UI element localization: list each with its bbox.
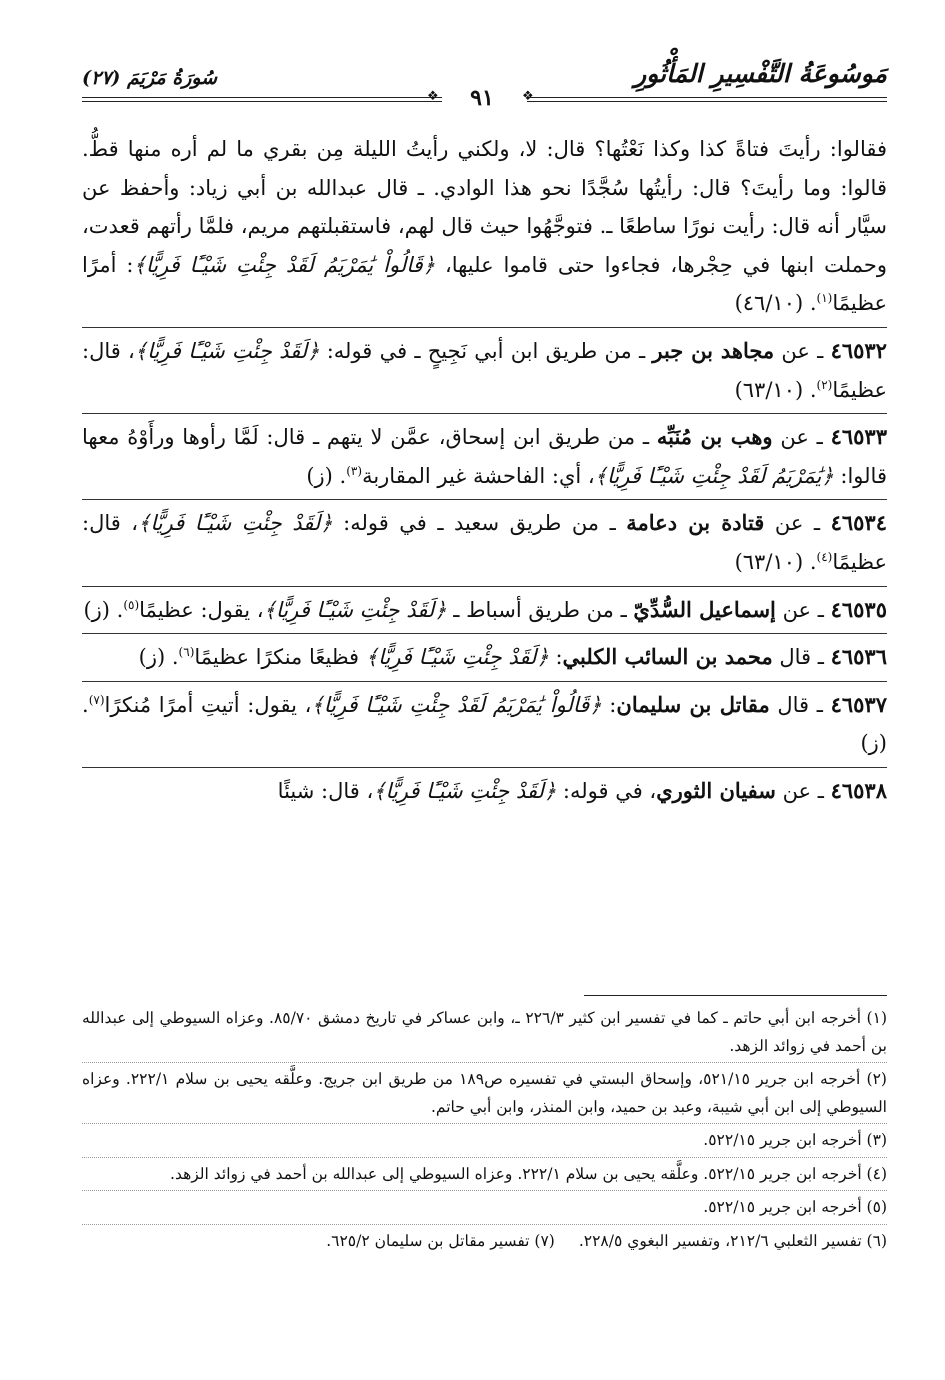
narration-entry [82,499,887,581]
paragraph-text: : أمرًا عظيمًا [82,252,887,316]
footnote-ref[interactable]: (٤) [816,549,833,564]
entry-text: : [548,645,563,670]
page-header [82,55,887,115]
narrator-name: قتادة بن دعامة [626,510,765,536]
opening-paragraph [82,130,887,323]
footnote [82,1228,887,1258]
source-ref: . (٤٦/١٠) [734,291,817,316]
entry-text: ، يقول: عظيمًا [139,597,264,622]
entry-number: ٤٦٥٣٤ [830,510,887,536]
footnote-text: (٦) تفسير الثعلبي ٢١٢/٦، وتفسير البغوي ٢٢٨/٥. [578,1231,887,1250]
entry-number: ٤٦٥٣٣ [830,424,887,450]
footnote-text: (٧) تفسير مقاتل بن سليمان ٦٢٥/٢. [326,1231,555,1250]
entry-text: ـ عن [774,338,831,363]
narration-entry [82,586,887,630]
entry-text: ـ من طريق ابن إسحاق، عمَّن لا يتهم ـ قال: لَمَّا رأوها ورأَوْهُ معها قالوا: [82,425,887,488]
ornament-icon: ❖ [522,89,534,104]
source-ref: . (ز) [138,645,179,670]
narration-entry [82,767,887,811]
ornament-icon: ❖ [427,89,439,104]
header-rule [82,101,442,102]
entry-text: ، قال: عظيمًا [82,511,887,574]
entry-number: ٤٦٥٣٥ [830,596,887,622]
footnote-ref[interactable]: (٣) [346,463,363,478]
page-number: ٩١ [470,85,494,111]
book-page [82,55,887,1345]
narrator-name: إسماعيل السُّدِّيّ [633,596,776,622]
entry-number: ٤٦٥٣٦ [830,644,887,670]
header-rule [527,97,887,98]
entry-text: ـ عن [772,425,831,450]
quran-verse: ﴿قَالُواْ يَٰمَرْيَمُ لَقَدْ جِئْتِ شَيْـًٔا فَرِيًّا﴾ [311,692,602,717]
footnote-ref[interactable]: (٧) [88,692,105,707]
entry-number: ٤٦٥٣٧ [830,691,887,717]
footnote-ref[interactable]: (٢) [816,377,833,392]
entry-text: ـ من طريق أسباط ـ [446,597,634,622]
narrator-name: مقاتل بن سليمان [616,691,770,717]
footnote-ref[interactable]: (١) [816,291,833,306]
footnote: (٣) أخرجه ابن جرير ٥٢٢/١٥. [82,1127,887,1158]
footnote-ref[interactable]: (٥) [123,597,140,612]
source-ref: . (ز) [306,463,347,488]
entry-text: ، يقول: أتيتِ أمرًا مُنكرًا [104,692,312,717]
source-ref: . (٦٣/١٠) [734,549,817,574]
entry-text: ، في قوله: [556,778,657,803]
quran-verse: ﴿يَٰمَرْيَمُ لَقَدْ جِئْتِ شَيْـًٔا فَرِيًّا﴾ [594,463,834,488]
footnotes [82,1005,887,1260]
footnote: (٥) أخرجه ابن جرير ٥٢٢/١٥. [82,1194,887,1225]
entry-text: ، أي: الفاحشة غير المقاربة [362,463,595,488]
entry-text: ـ قال [769,692,831,717]
footnote-separator [584,995,887,996]
entry-text: ـ قال [772,645,831,670]
paragraph-text: فقالوا: رأيتَ فتاةً كذا وكذا نَعْتُها؟ قال: لا، ولكني رأيتُ الليلة مِن بقري ما لم أره منها قطُّ. قالوا: وما رأيتَ؟ قال: رأيتُها سُجَّدًا نحو هذا الوادي. ـ قال عبدالله بن أبي زياد: وأحفظ عن سيَّار أنه قال: رأيت نورًا ساطعًا ـ. فتوجَّهُوا حيث قال لهم، فاستقبلتهم مريم، فلمَّا رأتهم قعدت، وحملت ابنها في حِجْرها، فجاءوا حتى قاموا عليها، [82,137,887,277]
entry-number: ٤٦٥٣٨ [830,777,887,803]
source-ref: . (ز) [82,692,887,756]
header-rule [82,97,442,98]
narration-entry [82,413,887,495]
source-ref: . (٦٣/١٠) [734,377,817,402]
narrator-name: سفيان الثوري [656,777,776,803]
narrator-name: وهب بن مُنَبِّه [656,424,773,450]
quran-verse: ﴿لَقَدْ جِئْتِ شَيْـًٔا فَرِيًّا﴾ [263,597,447,622]
quran-verse: ﴿لَقَدْ جِئْتِ شَيْـًٔا فَرِيًّا﴾ [373,778,557,803]
entry-text: ـ عن [775,778,831,803]
narration-entry [82,327,887,409]
entry-text: : [601,692,617,717]
narrator-name: مجاهد بن جبر [652,337,775,363]
narrator-name: محمد بن السائب الكلبي [562,644,773,670]
narration-entry [82,681,887,763]
footnote: (٤) أخرجه ابن جرير ٥٢٢/١٥. وعلَّقه يحيى بن سلام ٢٢٢/١. وعزاه السيوطي إلى عبدالله بن أحمد في زوائد الزهد. [82,1161,887,1192]
quran-verse: ﴿لَقَدْ جِئْتِ شَيْـًٔا فَرِيًّا﴾ [134,338,320,363]
entry-number: ٤٦٥٣٢ [830,337,887,363]
entry-text: ، قال: عظيمًا [82,338,887,402]
surah-label: سُورَةُ مَرْيَمَ (٢٧) [82,67,218,89]
entry-text: ـ من طريق سعيد ـ في قوله: [332,511,627,536]
entry-text: ـ عن [764,511,831,536]
quran-verse: ﴿قَالُواْ يَٰمَرْيَمُ لَقَدْ جِئْتِ شَيْـًٔا فَرِيًّا﴾ [133,252,436,277]
book-title: مَوسُوعَةُ التَّفْسِيرِ المَأْثُورِ [634,59,887,88]
quran-verse: ﴿لَقَدْ جِئْتِ شَيْـًٔا فَرِيًّا﴾ [138,511,333,536]
entry-text: ـ عن [775,597,831,622]
source-ref: . (ز) [83,597,124,622]
entry-text: ـ من طريق ابن أبي نَجِيحٍ ـ في قوله: [319,338,653,363]
narration-entry [82,633,887,677]
entry-text: فظيعًا منكرًا عظيمًا [194,645,366,670]
main-text [82,130,887,811]
entry-text: ، قال: شيئًا [277,778,374,803]
footnote: (١) أخرجه ابن أبي حاتم ـ كما في تفسير ابن كثير ٢٢٦/٣ ـ، وابن عساكر في تاريخ دمشق ٨٥/٧٠. وعزاه السيوطي إلى عبدالله بن أحمد في زوائد الزهد. [82,1005,887,1063]
footnote-ref[interactable]: (٦) [178,645,195,660]
quran-verse: ﴿لَقَدْ جِئْتِ شَيْـًٔا فَرِيًّا﴾ [365,645,549,670]
header-rule [527,101,887,102]
footnote: (٢) أخرجه ابن جرير ٥٢١/١٥، وإسحاق البستي في تفسيره ص١٨٩ من طريق ابن جريج. وعلَّقه يحيى بن سلام ٢٢٢/١. وعزاه السيوطي إلى ابن أبي شيبة، وعبد بن حميد، وابن المنذر، وابن أبي حاتم. [82,1066,887,1124]
